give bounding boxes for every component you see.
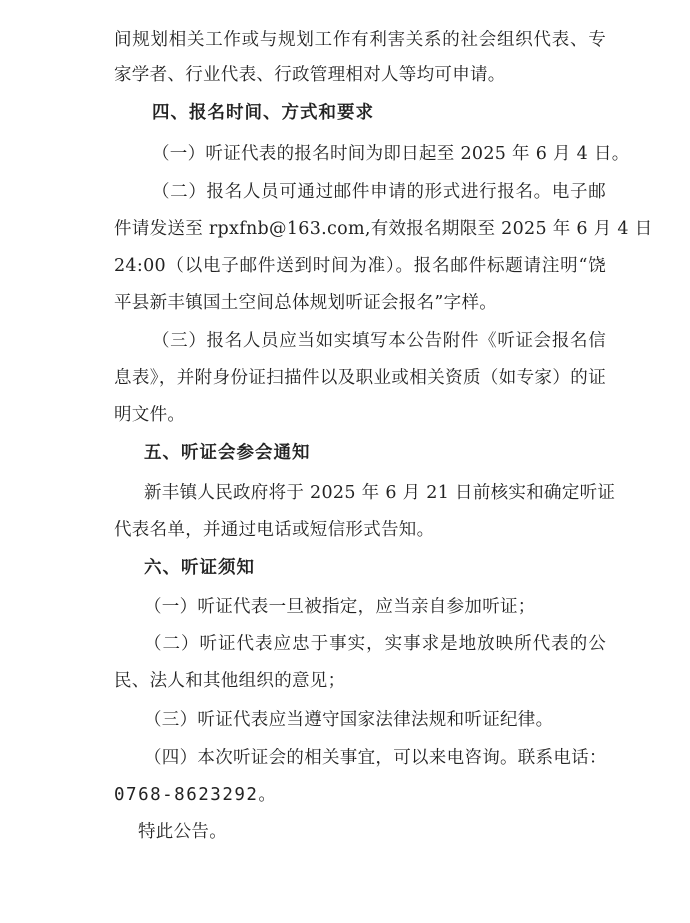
- body-text-line: 家学者、行业代表、行政管理相对人等均可申请。: [114, 65, 506, 85]
- body-text-line: （三）听证代表应当遵守国家法律法规和听证纪律。: [144, 710, 554, 730]
- body-text-line: （一）听证代表一旦被指定，应当亲自参加听证；: [144, 597, 536, 617]
- body-text-line: 平县新丰镇国土空间总体规划听证会报名”字样。: [114, 293, 498, 313]
- body-text-line: 代表名单，并通过电话或短信形式告知。: [114, 520, 435, 540]
- body-text-line: （四）本次听证会的相关事宜，可以来电咨询。联系电话：: [144, 748, 607, 768]
- body-text-line: 息表》，并附身份证扫描件以及职业或相关资质（如专家）的证: [114, 368, 606, 388]
- body-text-line: 新丰镇人民政府将于 2025 年 6 月 21 日前核实和确定听证: [144, 483, 616, 503]
- section-heading: 四、报名时间、方式和要求: [152, 103, 374, 123]
- closing-text: 特此公告。: [138, 822, 227, 842]
- body-text-line: （一）听证代表的报名时间为即日起至 2025 年 6 月 4 日。: [152, 144, 630, 164]
- contact-phone: 0768-8623292。: [114, 785, 278, 805]
- section-heading: 六、听证须知: [144, 558, 255, 578]
- section-heading: 五、听证会参会通知: [144, 443, 311, 463]
- body-text-line: 件请发送至 rpxfnb@163.com,有效报名期限至 2025 年 6 月 4 日: [114, 219, 653, 239]
- body-text-line: 明文件。: [114, 405, 186, 425]
- body-text-line: 24:00（以电子邮件送到时间为准）。报名邮件标题请注明“饶: [114, 256, 606, 276]
- body-text-line: （二）报名人员可通过邮件申请的形式进行报名。电子邮: [152, 182, 606, 202]
- body-text-line: 民、法人和其他组织的意见；: [114, 671, 346, 691]
- body-text-line: （二）听证代表应忠于事实，实事求是地放映所代表的公: [144, 634, 606, 654]
- body-text-line: 间规划相关工作或与规划工作有利害关系的社会组织代表、专: [114, 30, 606, 50]
- body-text-line: （三）报名人员应当如实填写本公告附件《听证会报名信: [152, 331, 606, 351]
